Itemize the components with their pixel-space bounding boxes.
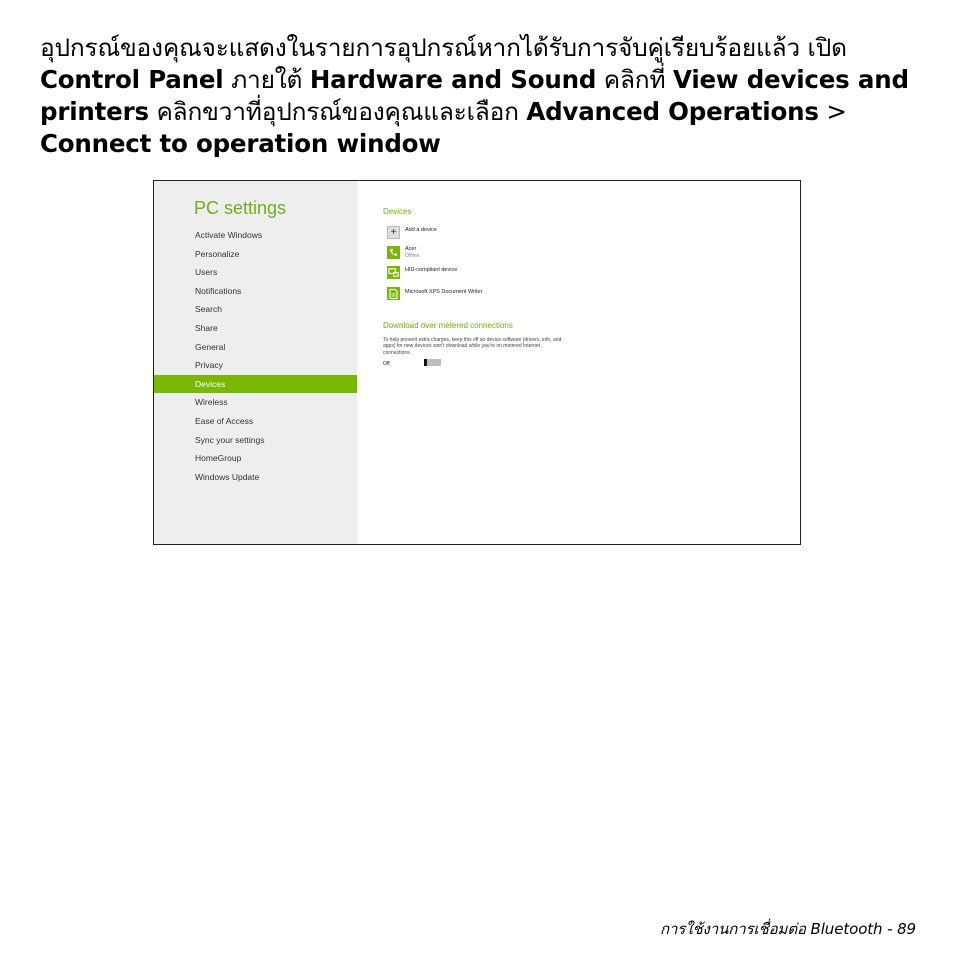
phone-icon — [387, 246, 400, 259]
metered-description: To help prevent extra charges, keep this off so device software (drivers, info, and apps) for new devices won't download while you're on metered Internet connections. — [383, 337, 562, 356]
view-devices-term: View devices and printers — [40, 65, 909, 126]
nav-item-homegroup[interactable]: HomeGroup — [195, 453, 242, 464]
nav-item-wireless[interactable]: Wireless — [195, 397, 228, 408]
add-device-button[interactable] — [387, 226, 627, 242]
nav-item-ease-of-access[interactable]: Ease of Access — [195, 415, 254, 426]
nav-item-windows-update[interactable]: Windows Update — [195, 471, 260, 482]
nav-item-privacy[interactable]: Privacy — [195, 360, 223, 371]
nav-item-personalize[interactable]: Personalize — [195, 248, 240, 259]
hardware-and-sound-term: Hardware and Sound — [309, 65, 597, 94]
pc-settings-sidebar — [154, 181, 357, 544]
device-name: Microsoft XPS Document Writer — [405, 289, 483, 295]
instruction-text: อุปกรณ์ของคุณจะแสดงในรายการอุปกรณ์หากได้รับการจับคู่เรียบร้อยแล้ว เปิด — [40, 33, 847, 62]
nav-item-devices[interactable]: Devices — [154, 375, 357, 394]
device-status: Offline — [405, 253, 420, 259]
device-item-acer[interactable] — [387, 246, 627, 262]
printer-document-icon — [387, 287, 400, 300]
devices-pane — [383, 181, 800, 544]
connect-to-operation-window-term: Connect to operation window — [40, 129, 441, 158]
instruction-text: คลิกที่ — [596, 65, 673, 94]
plus-icon: + — [387, 226, 400, 239]
nav-item-notifications[interactable]: Notifications — [195, 285, 242, 296]
device-name: HID-compliant device — [405, 267, 458, 273]
pc-settings-nav — [154, 226, 357, 486]
instruction-text: > — [818, 97, 847, 126]
device-item-hid[interactable] — [387, 266, 627, 282]
advanced-operations-term: Advanced Operations — [526, 97, 819, 126]
device-name: Acer — [405, 246, 417, 252]
metered-heading: Download over metered connections — [383, 321, 513, 330]
hid-device-icon — [387, 266, 400, 279]
page-footer: การใช้งานการเชื่อมต่อ Bluetooth - 89 — [659, 920, 916, 938]
instruction-text: ภายใต้ — [223, 65, 310, 94]
instruction-text: คลิกขวาที่อุปกรณ์ของคุณและเลือก — [148, 97, 527, 126]
devices-heading: Devices — [383, 207, 412, 216]
metered-toggle-label: Off — [383, 361, 390, 367]
nav-item-share[interactable]: Share — [195, 322, 218, 333]
nav-item-search[interactable]: Search — [195, 304, 222, 315]
nav-item-users[interactable]: Users — [195, 267, 218, 278]
metered-toggle-switch[interactable] — [424, 359, 441, 366]
nav-item-activate-windows[interactable]: Activate Windows — [195, 230, 263, 240]
pc-settings-screenshot — [153, 180, 801, 545]
instruction-paragraph — [40, 32, 920, 160]
add-device-label: Add a device — [405, 227, 437, 233]
device-item-xps-writer[interactable] — [387, 287, 627, 303]
nav-item-general[interactable]: General — [195, 341, 226, 352]
pc-settings-title: PC settings — [194, 198, 287, 218]
toggle-thumb — [424, 359, 427, 366]
nav-item-sync-settings[interactable]: Sync your settings — [195, 434, 265, 445]
control-panel-term: Control Panel — [40, 65, 224, 94]
